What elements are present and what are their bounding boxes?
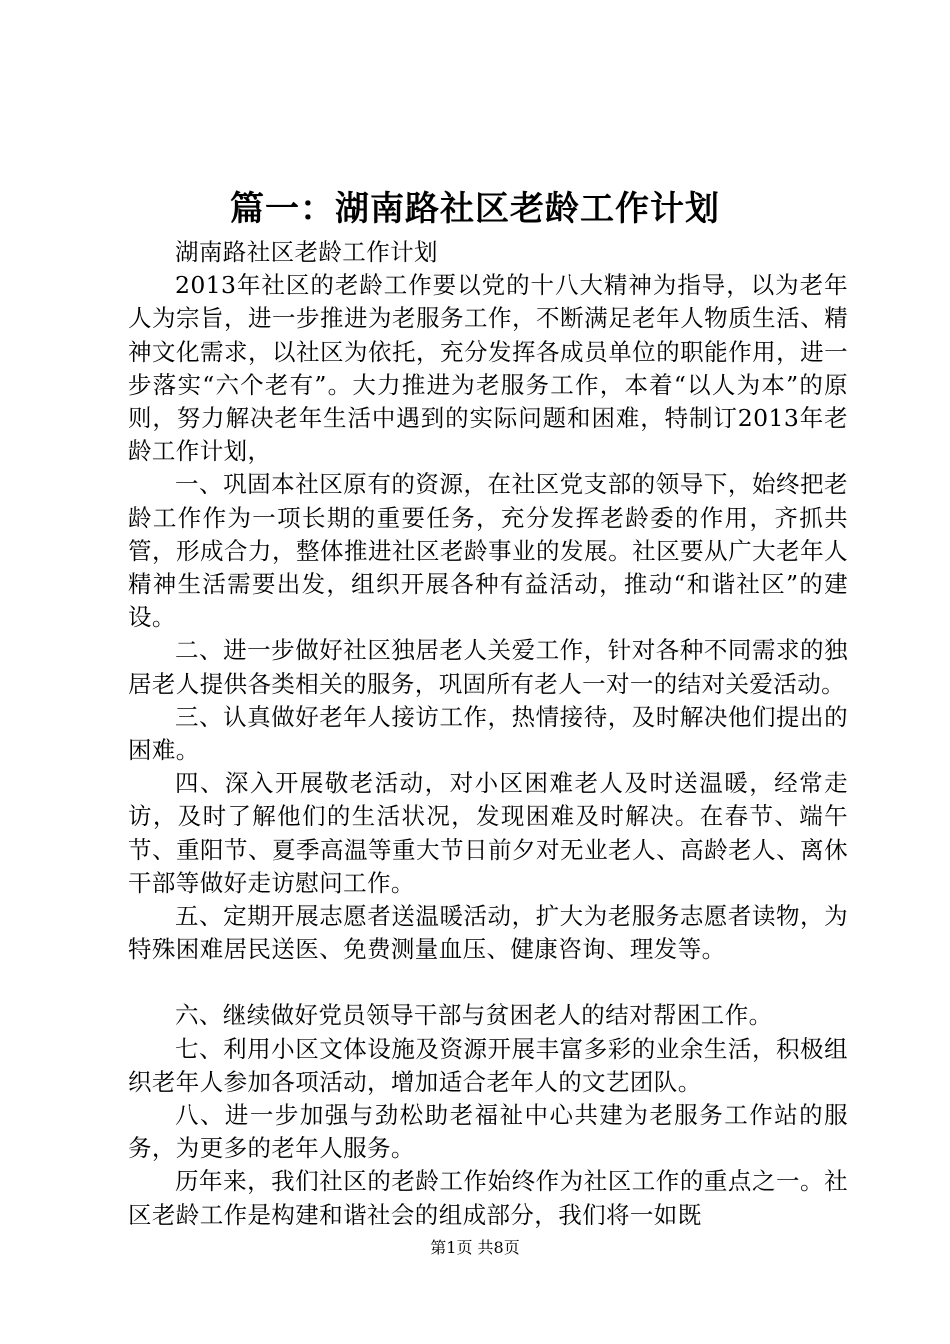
paragraph-item-8: 八、进一步加强与劲松助老福祉中心共建为老服务工作站的服务，为更多的老年人服务。	[128, 1101, 848, 1163]
paragraph-item-5: 五、定期开展志愿者送温暖活动，扩大为老服务志愿者读物，为特殊困难居民送医、免费测量血压、健康咨询、理发等。	[128, 902, 848, 964]
document-title: 篇一：湖南路社区老龄工作计划	[230, 189, 720, 229]
document-body	[128, 236, 848, 1232]
paragraph-item-1: 一、巩固本社区原有的资源，在社区党支部的领导下，始终把老龄工作作为一项长期的重要任务，充分发挥老龄委的作用，齐抓共管，形成合力，整体推进社区老龄事业的发展。社区要从广大老年人精神生活需要出发，组织开展各种有益活动，推动“和谐社区”的建设。	[128, 470, 848, 632]
paragraph-item-4: 四、深入开展敬老活动，对小区困难老人及时送温暖，经常走访，及时了解他们的生活状况，发现困难及时解决。在春节、端午节、重阳节、夏季高温等重大节日前夕对无业老人、高龄老人、离休干部等做好走访慰问工作。	[128, 769, 848, 897]
paragraph-item-2: 二、进一步做好社区独居老人关爱工作，针对各种不同需求的独居老人提供各类相关的服务，巩固所有老人一对一的结对关爱活动。	[128, 636, 848, 698]
paragraph-intro: 2013年社区的老龄工作要以党的十八大精神为指导，以为老年人为宗旨，进一步推进为老服务工作，不断满足老年人物质生活、精神文化需求，以社区为依托，充分发挥各成员单位的职能作用，进一步落实“六个老有”。大力推进为老服务工作，本着“以人为本”的原则，努力解决老年生活中遇到的实际问题和困难，特制订2013年老龄工作计划，	[128, 271, 848, 466]
page-number-footer: 第1页 共8页	[430, 1238, 520, 1257]
paragraph-item-6: 六、继续做好党员领导干部与贫困老人的结对帮困工作。	[175, 1001, 773, 1030]
paragraph-item-7: 七、利用小区文体设施及资源开展丰富多彩的业余生活，积极组织老年人参加各项活动，增加适合老年人的文艺团队。	[128, 1034, 848, 1096]
paragraph-subtitle: 湖南路社区老龄工作计划	[175, 238, 438, 266]
paragraph-conclusion: 历年来，我们社区的老龄工作始终作为社区工作的重点之一。社区老龄工作是构建和谐社会的组成部分，我们将一如既	[128, 1167, 848, 1229]
paragraph-item-3: 三、认真做好老年人接访工作，热情接待，及时解决他们提出的困难。	[128, 702, 848, 765]
